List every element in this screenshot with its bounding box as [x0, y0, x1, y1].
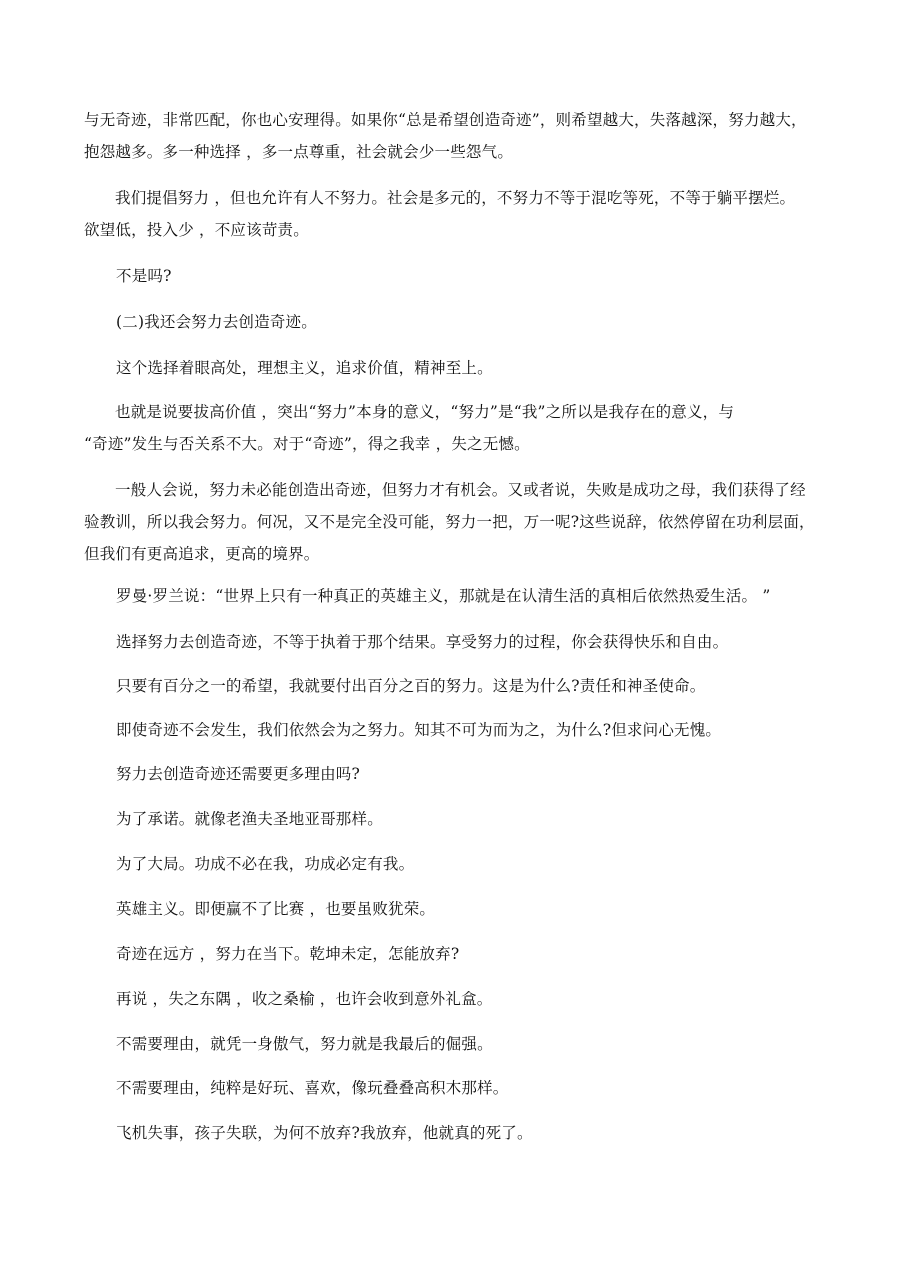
paragraph-15: [116, 893, 824, 925]
paragraph-line: 与无奇迹，非常匹配，你也心安理得。如果你“总是希望创造奇迹”，则希望越大，失落越深，努力越大，: [84, 111, 807, 129]
paragraph-16: [116, 938, 824, 970]
paragraph-6: [84, 396, 824, 460]
paragraph-line: 抱怨越多。多一种选择 ，多一点尊重，社会就会少一些怨气。: [84, 143, 514, 161]
paragraph-line: 英雄主义。即便赢不了比赛 ，也要虽败犹荣。: [116, 900, 436, 918]
paragraph-17: [116, 983, 824, 1015]
paragraph-line: 只要有百分之一的希望，我就要付出百分之百的努力。这是为什么?责任和神圣使命。: [116, 677, 706, 695]
paragraph-line: (二)我还会努力去创造奇迹。: [116, 313, 317, 331]
paragraph-line: 不需要理由，就凭一身傲气，努力就是我最后的倔强。: [116, 1035, 493, 1053]
paragraph-19: [116, 1072, 824, 1104]
paragraph-line: 飞机失事，孩子失联，为何不放弃?我放弃，他就真的死了。: [116, 1124, 533, 1142]
paragraph-line: 不是吗?: [116, 267, 172, 285]
paragraph-line: 选择努力去创造奇迹，不等于执着于那个结果。享受努力的过程，你会获得快乐和自由。: [116, 633, 729, 651]
paragraph-line: 这个选择着眼高处，理想主义，追求价值，精神至上。: [116, 359, 493, 377]
paragraph-18: [116, 1028, 824, 1060]
paragraph-20: [116, 1117, 824, 1149]
paragraph-line: 再说 ，失之东隅 ，收之桑榆 ，也许会收到意外礼盒。: [116, 990, 493, 1008]
paragraph-line: 欲望低，投入少 ，不应该苛责。: [84, 221, 309, 239]
paragraph-7: [84, 474, 824, 570]
paragraph-line: 努力去创造奇迹还需要更多理由吗?: [116, 765, 361, 783]
paragraph-line: 即使奇迹不会发生，我们依然会为之努力。知其不可为而为之，为什么?但求问心无愧。: [116, 721, 722, 739]
paragraph-1: [84, 104, 824, 168]
paragraph-line: 为了承诺。就像老渔夫圣地亚哥那样。: [116, 810, 383, 828]
paragraph-line: 奇迹在远方 ，努力在当下。乾坤未定，怎能放弃?: [116, 945, 460, 963]
paragraph-line: 验教训，所以我会努力。何况，又不是完全没可能，努力一把，万一呢?这些说辞，依然停留在功利层面，: [84, 513, 815, 531]
paragraph-9: [116, 626, 824, 658]
paragraph-line: 不需要理由，纯粹是好玩、喜欢，像玩叠叠高积木那样。: [116, 1079, 509, 1097]
paragraph-10: [116, 670, 824, 702]
paragraph-12: [116, 758, 824, 790]
paragraph-11: [116, 714, 824, 746]
paragraph-13: [116, 803, 824, 835]
paragraph-3: [116, 260, 824, 292]
paragraph-5: [116, 352, 824, 384]
paragraph-line: 也就是说要拔高价值 ，突出“努力”本身的意义，“努力”是“我”之所以是我存在的意义，与: [115, 403, 735, 421]
paragraph-line: 但我们有更高追求，更高的境界。: [84, 545, 320, 563]
paragraph-line: 罗曼·罗兰说：“世界上只有一种真正的英雄主义，那就是在认清生活的真相后依然热爱生活。 ”: [116, 587, 771, 605]
paragraph-line: 一般人会说，努力未必能创造出奇迹，但努力才有机会。又或者说，失败是成功之母，我们获得了经: [115, 481, 806, 499]
paragraph-2: [84, 182, 824, 246]
paragraph-14: [116, 848, 824, 880]
paragraph-line: 为了大局。功成不必在我，功成必定有我。: [116, 855, 415, 873]
paragraph-4: [116, 306, 824, 338]
paragraph-line: “奇迹”发生与否关系不大。对于“奇迹”，得之我幸 ，失之无憾。: [84, 435, 530, 453]
paragraph-8: [116, 580, 824, 612]
paragraph-line: 我们提倡努力 ，但也允许有人不努力。社会是多元的，不努力不等于混吃等死，不等于躺平摆烂。: [115, 189, 796, 207]
